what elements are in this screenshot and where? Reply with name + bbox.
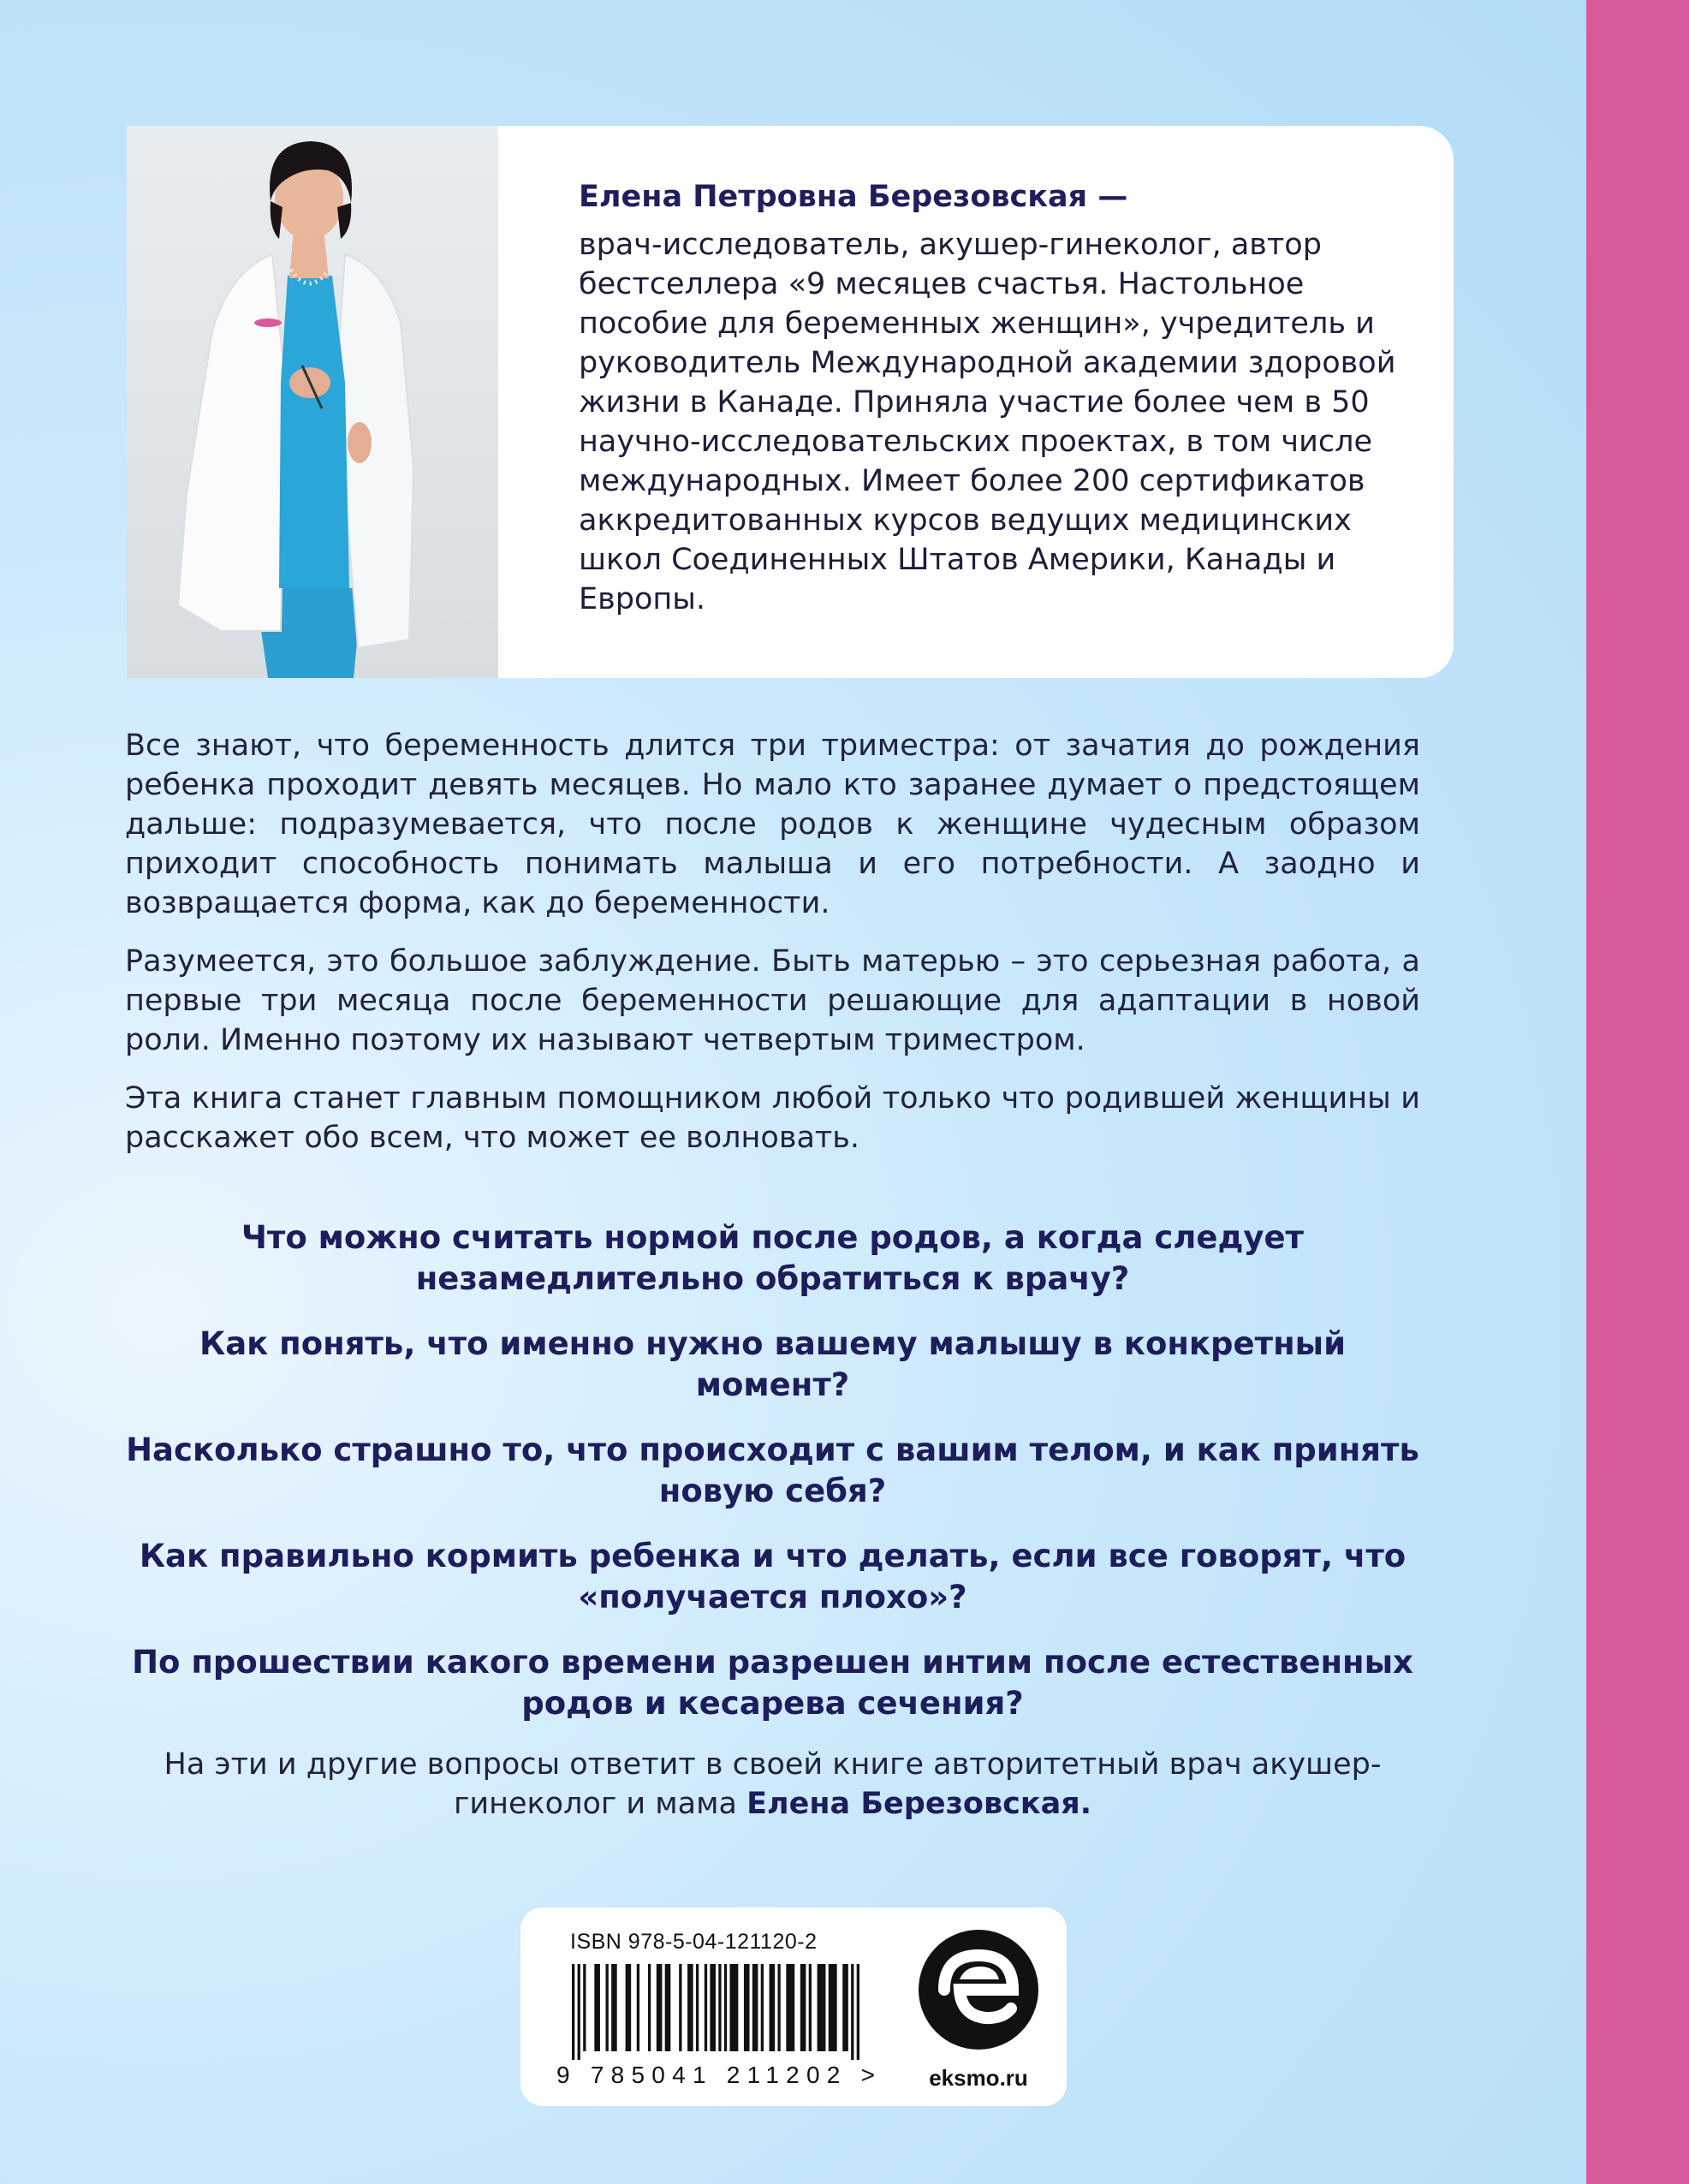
barcode-bar — [696, 1964, 699, 2051]
question-item: Как правильно кормить ребенка и что делать, если все говорят, что «получается плохо»? — [139, 1538, 1407, 1616]
barcode-bar — [777, 1964, 780, 2051]
outro-paragraph — [125, 1745, 1420, 1824]
barcode-bar — [761, 1964, 764, 2051]
barcode-bar — [829, 1964, 837, 2051]
barcode-bar — [626, 1964, 632, 2051]
question-item: По прошествии какого времени разрешен интим после естественных родов и кесарева сечения? — [132, 1644, 1413, 1722]
barcode-bar — [818, 1964, 826, 2051]
outro-section — [125, 1745, 1420, 1824]
barcode-bar — [710, 1964, 716, 2051]
barcode-bar — [687, 1964, 693, 2051]
eksmo-logo-icon — [910, 1919, 1047, 2065]
barcode-bar — [606, 1964, 609, 2051]
barcode-bar — [724, 1964, 727, 2051]
barcode-bar — [705, 1964, 707, 2051]
barcode-bar — [578, 1964, 580, 2060]
question-item: Насколько страшно то, что происходит с вашим телом, и как принять новую себя? — [126, 1431, 1419, 1509]
barcode — [553, 1961, 878, 2089]
barcode-bar — [657, 1964, 663, 2051]
barcode-bar — [611, 1964, 617, 2051]
barcode-bar — [637, 1964, 639, 2051]
barcode-bar — [594, 1964, 600, 2051]
barcode-bar — [752, 1964, 758, 2051]
barcode-bar — [786, 1964, 794, 2051]
isbn-label: ISBN 978-5-04-121120-2 — [570, 1930, 818, 1954]
barcode-bar — [679, 1964, 681, 2051]
barcode-bar — [770, 1964, 776, 2051]
intro-paragraph: Все знают, что беременность длится три триместра: от зачатия до рождения ребенка проходит девять месяцев. Но мало кто заранее думает о предстоящем дальше: подразумевается, что после родов к женщине чудесным образом приходит способность понимать малыша и его потребности. А заодно и возвращается форма, как до беременности. — [125, 729, 1420, 920]
intro-paragraph: Разумеется, это большое заблуждение. Быть матерью – это серьезная работа, а первые три месяца после беременности решающие для адаптации в новой роли. Именно поэтому их называют четвертым триместром. — [125, 944, 1420, 1057]
barcode-digits: 9 785041 211202 > — [556, 2062, 875, 2088]
barcode-bar — [648, 1964, 651, 2051]
intro-section — [125, 726, 1420, 1176]
outro-text: На эти и другие вопросы ответит в своей книге авторитетный врач акушер-гинеколог и мама — [164, 1747, 1382, 1821]
barcode-bar — [744, 1964, 750, 2051]
barcode-bar — [729, 1964, 738, 2051]
author-photo — [127, 126, 498, 678]
barcode-bar — [583, 1964, 586, 2051]
question-item: Что можно считать нормой после родов, а когда следует незамедлительно обратиться к врачу? — [241, 1219, 1304, 1297]
outro-author-name: Елена Березовская. — [746, 1787, 1091, 1821]
book-spine — [1586, 0, 1689, 2184]
author-name: Елена Петровна Березовская — — [579, 180, 1128, 214]
author-card — [127, 126, 1454, 678]
publisher-domain: eksmo.ru — [929, 2065, 1028, 2091]
barcode-bar — [857, 1964, 859, 2060]
barcode-bar — [718, 1964, 721, 2051]
barcode-bar — [809, 1964, 812, 2051]
isbn-box — [520, 1907, 1067, 2106]
barcode-bar — [851, 1964, 853, 2060]
author-bio-text: врач-исследователь, акушер-гинеколог, автор бестселлера «9 месяцев счастья. Настольное пособие для беременных женщин», учредитель и руководитель Международной академии здоровой жизни в Канаде. Приняла участие более чем в 50 научно-исследовательских проектах, в том числе международных. Имеет более 200 сертификатов аккредитованных курсов ведущих медицинских школ Соединенных Штатов Америки, Канады и Европы. — [579, 228, 1396, 616]
barcode-bar — [800, 1964, 806, 2051]
barcode-bar — [572, 1964, 574, 2060]
author-bio — [579, 177, 1418, 619]
barcode-bar — [842, 1964, 848, 2051]
publisher-logo — [910, 1919, 1047, 2099]
questions-section — [125, 1217, 1420, 1748]
barcode-bar — [665, 1964, 671, 2051]
intro-paragraph: Эта книга станет главным помощником любой только что родившей женщины и расскажет обо всем, что может ее волновать. — [125, 1081, 1420, 1155]
question-item: Как понять, что именно нужно вашему малышу в конкретный момент? — [199, 1325, 1347, 1403]
